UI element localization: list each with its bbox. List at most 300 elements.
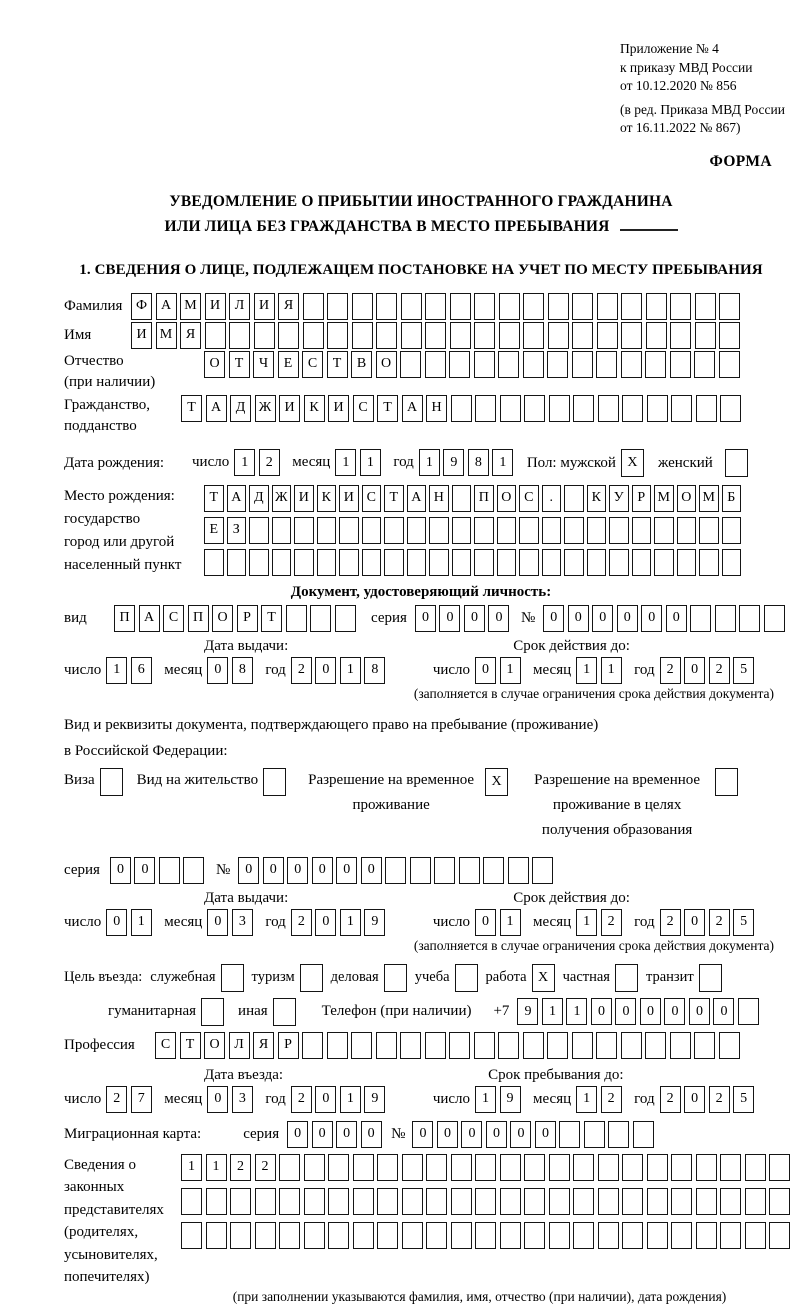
purpose-transit-checkbox[interactable] (699, 964, 722, 992)
char-cell[interactable] (474, 322, 495, 349)
char-cell[interactable] (425, 351, 446, 378)
char-cell[interactable] (362, 517, 382, 544)
char-cell[interactable]: 1 (500, 657, 521, 684)
purpose-study-checkbox[interactable] (455, 964, 478, 992)
char-cell[interactable]: А (407, 485, 427, 512)
char-cell[interactable]: 0 (535, 1121, 556, 1148)
char-cell[interactable]: В (351, 351, 372, 378)
char-cell[interactable] (500, 395, 521, 422)
char-cell[interactable] (352, 293, 373, 320)
char-cell[interactable] (230, 1222, 251, 1249)
char-cell[interactable] (230, 1188, 251, 1215)
char-cell[interactable] (377, 1154, 398, 1181)
char-cell[interactable] (621, 322, 642, 349)
char-cell[interactable] (335, 605, 356, 632)
char-cell[interactable]: Р (278, 1032, 299, 1059)
char-cell[interactable]: М (654, 485, 674, 512)
char-cell[interactable] (694, 351, 715, 378)
char-cell[interactable] (572, 322, 593, 349)
char-cell[interactable]: 1 (542, 998, 563, 1025)
char-cell[interactable] (327, 293, 348, 320)
char-cell[interactable] (621, 293, 642, 320)
char-cell[interactable] (351, 1032, 372, 1059)
char-cell[interactable]: Ж (255, 395, 276, 422)
char-cell[interactable] (278, 322, 299, 349)
char-cell[interactable] (310, 605, 331, 632)
char-cell[interactable] (647, 395, 668, 422)
char-cell[interactable] (254, 322, 275, 349)
char-cell[interactable]: 0 (689, 998, 710, 1025)
char-cell[interactable] (286, 605, 307, 632)
char-cell[interactable] (294, 517, 314, 544)
char-cell[interactable] (573, 1222, 594, 1249)
char-cell[interactable]: А (402, 395, 423, 422)
char-cell[interactable] (451, 1188, 472, 1215)
char-cell[interactable] (695, 293, 716, 320)
char-cell[interactable] (572, 1032, 593, 1059)
char-cell[interactable]: Д (249, 485, 269, 512)
char-cell[interactable] (764, 605, 785, 632)
char-cell[interactable]: 0 (361, 1121, 382, 1148)
char-cell[interactable]: 1 (601, 657, 622, 684)
char-cell[interactable] (677, 517, 697, 544)
char-cell[interactable] (719, 322, 740, 349)
char-cell[interactable]: П (114, 605, 135, 632)
char-cell[interactable]: Е (204, 517, 224, 544)
char-cell[interactable] (500, 1154, 521, 1181)
char-cell[interactable]: А (139, 605, 160, 632)
char-cell[interactable] (206, 1222, 227, 1249)
char-cell[interactable] (498, 1032, 519, 1059)
char-cell[interactable] (483, 857, 504, 884)
char-cell[interactable] (425, 322, 446, 349)
purpose-official-checkbox[interactable] (221, 964, 244, 992)
char-cell[interactable] (547, 351, 568, 378)
char-cell[interactable] (376, 293, 397, 320)
char-cell[interactable]: Д (230, 395, 251, 422)
char-cell[interactable] (769, 1222, 790, 1249)
char-cell[interactable] (548, 293, 569, 320)
char-cell[interactable]: Р (237, 605, 258, 632)
char-cell[interactable] (434, 857, 455, 884)
char-cell[interactable] (745, 1222, 766, 1249)
char-cell[interactable] (524, 395, 545, 422)
char-cell[interactable] (696, 1188, 717, 1215)
char-cell[interactable]: Т (204, 485, 224, 512)
char-cell[interactable] (564, 549, 584, 576)
char-cell[interactable]: Т (384, 485, 404, 512)
char-cell[interactable] (564, 485, 584, 512)
char-cell[interactable] (646, 293, 667, 320)
char-cell[interactable]: 2 (106, 1086, 127, 1113)
char-cell[interactable]: 2 (291, 657, 312, 684)
char-cell[interactable]: 0 (439, 605, 460, 632)
char-cell[interactable]: 1 (576, 909, 597, 936)
char-cell[interactable] (523, 293, 544, 320)
purpose-work-checkbox[interactable]: X (532, 964, 555, 992)
char-cell[interactable] (564, 517, 584, 544)
char-cell[interactable]: И (131, 322, 152, 349)
char-cell[interactable] (745, 1188, 766, 1215)
char-cell[interactable] (671, 1188, 692, 1215)
char-cell[interactable]: 1 (106, 657, 127, 684)
char-cell[interactable] (654, 517, 674, 544)
char-cell[interactable]: М (156, 322, 177, 349)
char-cell[interactable]: 0 (617, 605, 638, 632)
char-cell[interactable] (497, 517, 517, 544)
char-cell[interactable] (475, 1154, 496, 1181)
char-cell[interactable] (497, 549, 517, 576)
char-cell[interactable]: А (156, 293, 177, 320)
char-cell[interactable] (695, 322, 716, 349)
char-cell[interactable]: 0 (713, 998, 734, 1025)
char-cell[interactable] (694, 1032, 715, 1059)
char-cell[interactable]: 0 (461, 1121, 482, 1148)
char-cell[interactable]: 0 (287, 1121, 308, 1148)
char-cell[interactable]: 0 (437, 1121, 458, 1148)
char-cell[interactable]: С (353, 395, 374, 422)
char-cell[interactable] (523, 351, 544, 378)
char-cell[interactable]: 1 (340, 909, 361, 936)
char-cell[interactable]: 0 (134, 857, 155, 884)
char-cell[interactable] (474, 351, 495, 378)
char-cell[interactable] (609, 549, 629, 576)
char-cell[interactable]: П (188, 605, 209, 632)
char-cell[interactable] (272, 517, 292, 544)
char-cell[interactable]: 1 (492, 449, 513, 476)
char-cell[interactable]: 9 (364, 1086, 385, 1113)
char-cell[interactable] (647, 1222, 668, 1249)
char-cell[interactable] (719, 293, 740, 320)
char-cell[interactable]: Я (253, 1032, 274, 1059)
char-cell[interactable] (475, 1188, 496, 1215)
char-cell[interactable] (622, 1188, 643, 1215)
char-cell[interactable] (699, 517, 719, 544)
char-cell[interactable] (720, 1188, 741, 1215)
char-cell[interactable] (632, 549, 652, 576)
char-cell[interactable] (670, 351, 691, 378)
char-cell[interactable]: С (362, 485, 382, 512)
char-cell[interactable] (402, 1154, 423, 1181)
char-cell[interactable] (722, 517, 742, 544)
char-cell[interactable]: 2 (709, 909, 730, 936)
char-cell[interactable] (670, 293, 691, 320)
char-cell[interactable] (385, 857, 406, 884)
char-cell[interactable]: Ф (131, 293, 152, 320)
char-cell[interactable] (524, 1222, 545, 1249)
char-cell[interactable]: Я (278, 293, 299, 320)
char-cell[interactable]: 1 (340, 1086, 361, 1113)
char-cell[interactable]: 0 (510, 1121, 531, 1148)
char-cell[interactable] (547, 1032, 568, 1059)
char-cell[interactable] (384, 517, 404, 544)
char-cell[interactable] (549, 1154, 570, 1181)
char-cell[interactable] (475, 395, 496, 422)
char-cell[interactable]: 0 (641, 605, 662, 632)
char-cell[interactable]: 0 (684, 1086, 705, 1113)
char-cell[interactable] (451, 1222, 472, 1249)
char-cell[interactable] (598, 1154, 619, 1181)
char-cell[interactable] (426, 1222, 447, 1249)
char-cell[interactable] (523, 1032, 544, 1059)
char-cell[interactable] (769, 1188, 790, 1215)
char-cell[interactable] (542, 517, 562, 544)
char-cell[interactable] (450, 322, 471, 349)
char-cell[interactable]: Л (229, 293, 250, 320)
char-cell[interactable]: Б (722, 485, 742, 512)
char-cell[interactable]: 0 (592, 605, 613, 632)
char-cell[interactable]: Н (426, 395, 447, 422)
char-cell[interactable] (645, 1032, 666, 1059)
char-cell[interactable] (632, 517, 652, 544)
char-cell[interactable]: 0 (664, 998, 685, 1025)
char-cell[interactable] (279, 1154, 300, 1181)
char-cell[interactable]: 2 (709, 1086, 730, 1113)
char-cell[interactable] (425, 293, 446, 320)
char-cell[interactable]: 0 (415, 605, 436, 632)
char-cell[interactable] (327, 1032, 348, 1059)
char-cell[interactable] (475, 1222, 496, 1249)
char-cell[interactable]: Я (180, 322, 201, 349)
char-cell[interactable] (596, 351, 617, 378)
char-cell[interactable]: С (155, 1032, 176, 1059)
char-cell[interactable] (696, 395, 717, 422)
char-cell[interactable] (499, 322, 520, 349)
char-cell[interactable]: С (519, 485, 539, 512)
char-cell[interactable] (294, 549, 314, 576)
char-cell[interactable] (671, 1222, 692, 1249)
char-cell[interactable] (622, 1222, 643, 1249)
char-cell[interactable] (410, 857, 431, 884)
char-cell[interactable]: И (328, 395, 349, 422)
char-cell[interactable] (670, 322, 691, 349)
char-cell[interactable] (524, 1154, 545, 1181)
char-cell[interactable]: 5 (733, 657, 754, 684)
char-cell[interactable] (572, 293, 593, 320)
char-cell[interactable] (738, 998, 759, 1025)
char-cell[interactable]: 0 (412, 1121, 433, 1148)
char-cell[interactable]: 2 (230, 1154, 251, 1181)
char-cell[interactable] (598, 395, 619, 422)
purpose-business-checkbox[interactable] (384, 964, 407, 992)
char-cell[interactable] (249, 517, 269, 544)
char-cell[interactable]: 0 (238, 857, 259, 884)
char-cell[interactable] (474, 293, 495, 320)
char-cell[interactable]: 9 (364, 909, 385, 936)
char-cell[interactable] (523, 322, 544, 349)
char-cell[interactable]: 2 (660, 1086, 681, 1113)
char-cell[interactable] (304, 1222, 325, 1249)
char-cell[interactable]: 0 (488, 605, 509, 632)
char-cell[interactable] (587, 517, 607, 544)
char-cell[interactable] (377, 1222, 398, 1249)
char-cell[interactable]: 0 (568, 605, 589, 632)
char-cell[interactable] (715, 605, 736, 632)
char-cell[interactable] (622, 395, 643, 422)
char-cell[interactable] (272, 549, 292, 576)
char-cell[interactable]: 0 (475, 909, 496, 936)
char-cell[interactable] (508, 857, 529, 884)
char-cell[interactable] (451, 395, 472, 422)
sex-female-checkbox[interactable] (725, 449, 748, 477)
char-cell[interactable] (646, 322, 667, 349)
char-cell[interactable] (317, 549, 337, 576)
char-cell[interactable] (690, 605, 711, 632)
char-cell[interactable] (524, 1188, 545, 1215)
char-cell[interactable] (452, 517, 472, 544)
char-cell[interactable] (452, 549, 472, 576)
char-cell[interactable]: 0 (106, 909, 127, 936)
char-cell[interactable]: О (204, 1032, 225, 1059)
char-cell[interactable] (255, 1222, 276, 1249)
char-cell[interactable] (519, 517, 539, 544)
char-cell[interactable]: 1 (131, 909, 152, 936)
temp-residence-checkbox[interactable]: X (485, 768, 508, 796)
char-cell[interactable] (426, 1154, 447, 1181)
char-cell[interactable]: 0 (666, 605, 687, 632)
char-cell[interactable]: 5 (733, 1086, 754, 1113)
char-cell[interactable] (559, 1121, 580, 1148)
char-cell[interactable]: И (294, 485, 314, 512)
char-cell[interactable]: 7 (131, 1086, 152, 1113)
char-cell[interactable] (596, 1032, 617, 1059)
char-cell[interactable] (500, 1222, 521, 1249)
char-cell[interactable]: 2 (660, 657, 681, 684)
char-cell[interactable]: З (227, 517, 247, 544)
char-cell[interactable] (229, 322, 250, 349)
char-cell[interactable]: 0 (315, 909, 336, 936)
char-cell[interactable] (429, 549, 449, 576)
char-cell[interactable] (598, 1222, 619, 1249)
char-cell[interactable] (255, 1188, 276, 1215)
char-cell[interactable] (572, 351, 593, 378)
char-cell[interactable]: 0 (336, 857, 357, 884)
char-cell[interactable] (459, 857, 480, 884)
char-cell[interactable]: М (699, 485, 719, 512)
char-cell[interactable]: 1 (566, 998, 587, 1025)
char-cell[interactable] (549, 395, 570, 422)
char-cell[interactable]: 0 (207, 909, 228, 936)
residence-permit-checkbox[interactable] (263, 768, 286, 796)
char-cell[interactable] (377, 1188, 398, 1215)
char-cell[interactable] (402, 1222, 423, 1249)
char-cell[interactable] (670, 1032, 691, 1059)
char-cell[interactable] (353, 1154, 374, 1181)
char-cell[interactable] (376, 1032, 397, 1059)
char-cell[interactable]: К (317, 485, 337, 512)
char-cell[interactable] (183, 857, 204, 884)
char-cell[interactable] (769, 1154, 790, 1181)
char-cell[interactable] (279, 1188, 300, 1215)
char-cell[interactable] (328, 1188, 349, 1215)
char-cell[interactable] (499, 293, 520, 320)
char-cell[interactable]: 0 (464, 605, 485, 632)
char-cell[interactable]: 0 (207, 657, 228, 684)
char-cell[interactable] (587, 549, 607, 576)
char-cell[interactable]: 2 (709, 657, 730, 684)
char-cell[interactable] (452, 485, 472, 512)
char-cell[interactable] (279, 1222, 300, 1249)
char-cell[interactable]: 5 (733, 909, 754, 936)
char-cell[interactable]: 2 (291, 909, 312, 936)
char-cell[interactable]: 0 (312, 1121, 333, 1148)
purpose-private-checkbox[interactable] (615, 964, 638, 992)
char-cell[interactable]: Т (229, 351, 250, 378)
char-cell[interactable]: 0 (207, 1086, 228, 1113)
char-cell[interactable] (376, 322, 397, 349)
char-cell[interactable] (542, 549, 562, 576)
char-cell[interactable] (645, 351, 666, 378)
char-cell[interactable] (401, 322, 422, 349)
char-cell[interactable] (622, 1154, 643, 1181)
char-cell[interactable] (549, 1222, 570, 1249)
char-cell[interactable]: К (304, 395, 325, 422)
char-cell[interactable] (362, 549, 382, 576)
char-cell[interactable]: 2 (601, 909, 622, 936)
char-cell[interactable] (317, 517, 337, 544)
char-cell[interactable] (327, 322, 348, 349)
char-cell[interactable] (548, 322, 569, 349)
char-cell[interactable]: 1 (419, 449, 440, 476)
char-cell[interactable] (671, 395, 692, 422)
char-cell[interactable] (722, 549, 742, 576)
char-cell[interactable] (573, 1154, 594, 1181)
char-cell[interactable] (407, 517, 427, 544)
sex-male-checkbox[interactable]: X (621, 449, 644, 477)
char-cell[interactable]: Н (429, 485, 449, 512)
char-cell[interactable]: И (254, 293, 275, 320)
char-cell[interactable]: 1 (234, 449, 255, 476)
char-cell[interactable] (352, 322, 373, 349)
char-cell[interactable] (573, 395, 594, 422)
char-cell[interactable] (204, 549, 224, 576)
char-cell[interactable]: 2 (259, 449, 280, 476)
char-cell[interactable] (699, 549, 719, 576)
char-cell[interactable] (206, 1188, 227, 1215)
char-cell[interactable]: С (302, 351, 323, 378)
char-cell[interactable]: И (205, 293, 226, 320)
char-cell[interactable] (304, 1154, 325, 1181)
char-cell[interactable] (429, 517, 449, 544)
char-cell[interactable] (519, 549, 539, 576)
char-cell[interactable] (745, 1154, 766, 1181)
char-cell[interactable]: 2 (601, 1086, 622, 1113)
char-cell[interactable]: Л (229, 1032, 250, 1059)
char-cell[interactable]: Т (327, 351, 348, 378)
char-cell[interactable] (647, 1154, 668, 1181)
char-cell[interactable] (400, 351, 421, 378)
char-cell[interactable] (450, 293, 471, 320)
char-cell[interactable] (474, 1032, 495, 1059)
char-cell[interactable] (449, 351, 470, 378)
char-cell[interactable] (720, 1154, 741, 1181)
char-cell[interactable] (532, 857, 553, 884)
char-cell[interactable] (608, 1121, 629, 1148)
char-cell[interactable] (677, 549, 697, 576)
char-cell[interactable]: 1 (206, 1154, 227, 1181)
char-cell[interactable] (720, 1222, 741, 1249)
char-cell[interactable]: 0 (315, 657, 336, 684)
char-cell[interactable]: У (609, 485, 629, 512)
char-cell[interactable]: 6 (131, 657, 152, 684)
purpose-other-checkbox[interactable] (273, 998, 296, 1026)
char-cell[interactable] (302, 1032, 323, 1059)
char-cell[interactable]: 8 (468, 449, 489, 476)
char-cell[interactable] (474, 517, 494, 544)
char-cell[interactable] (584, 1121, 605, 1148)
char-cell[interactable]: 1 (340, 657, 361, 684)
char-cell[interactable]: 1 (475, 1086, 496, 1113)
